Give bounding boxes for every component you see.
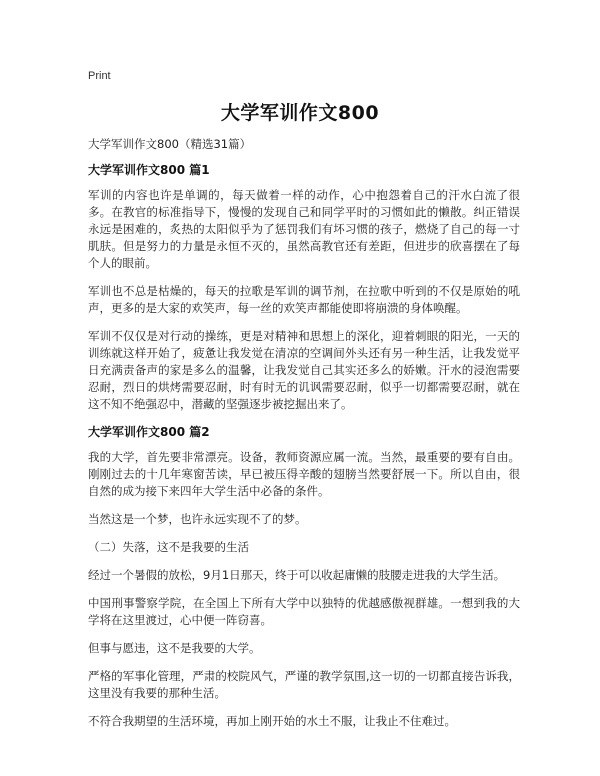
section-2-paragraph-8: 不符合我期望的生活环境，再加上刚开始的水土不服，让我止不住难过。	[88, 714, 456, 728]
section-1-heading: 大学军训作文800 篇1	[88, 163, 210, 177]
section-2-paragraph-4: 经过一个暑假的放松，9月1日那天，终于可以收起庸懒的肢腰走进我的大学生活。	[88, 568, 506, 582]
document-subtitle: 大学军训作文800（精选31篇）	[88, 137, 252, 151]
section-2-paragraph-5: 中国刑事警察学院，在全国上下所有大学中以独特的优越感傲视群雄。一想到我的大学将在这里渡过，心中便一阵窃喜。	[88, 596, 520, 627]
section-2-paragraph-2: 当然这是一个梦，也许永远实现不了的梦。	[88, 512, 307, 526]
section-1-paragraph-2: 军训也不总是枯燥的，每天的拉歌是军训的调节剂，在拉歌中听到的不仅是原始的吼声，更多的是大家的欢笑声，每一丝的欢笑声都能使即将崩溃的身体唤醒。	[88, 284, 520, 315]
document-body	[88, 136, 520, 741]
document-title: 大学军训作文800	[220, 102, 380, 124]
section-2-paragraph-1: 我的大学，首先要非常漂亮。设备，教师资源应属一流。当然，最重要的要有自由。刚刚过去的十几年寒窗苦读，早已被压得辛酸的翅膀当然要舒展一下。所以自由，很自然的成为接下来四年大学生活中必备的条件。	[88, 450, 520, 498]
section-1-paragraph-1: 军训的内容也许是单调的，每天做着一样的动作，心中抱怨着自己的汗水白流了很多。在教官的标准指导下，慢慢的发现自己和同学平时的习惯如此的懒散。纠正错误永远是困难的，炙热的太阳似乎为了惩罚我们有坏习惯的孩子，燃烧了自己的每一寸肌肤。但是努力的力量是永恒不灭的，虽然高教官还有差距，但进步的欣喜摆在了每个人的眼前。	[88, 188, 520, 270]
section-2-paragraph-7: 严格的军事化管理，严肃的校院风气，严谨的教学氛围,这一切的一切都直接告诉我，这里没有我要的那种生活。	[88, 669, 520, 700]
section-2-paragraph-6: 但事与愿违，这不是我要的大学。	[88, 641, 261, 655]
print-label[interactable]: Print	[88, 70, 111, 82]
section-2-heading: 大学军训作文800 篇2	[88, 425, 210, 439]
section-2-paragraph-3: （二）失落，这不是我要的生活	[88, 540, 249, 554]
section-1-paragraph-3: 军训不仅仅是对行动的操练，更是对精神和思想上的深化，迎着刺眼的阳光，一天的训练就这样开始了，疲惫让我发觉在清凉的空调间外头还有另一种生活，让我发觉平日充满责备声的家是多么的温馨，让我发觉自己其实还多么的娇嫩。汗水的浸泡需要忍耐，烈日的烘烤需要忍耐，时有时无的讥讽需要忍耐，似乎一切都需要忍耐，就在这不知不绝强忍中，潜藏的坚强逐步被挖掘出来了。	[88, 329, 520, 411]
